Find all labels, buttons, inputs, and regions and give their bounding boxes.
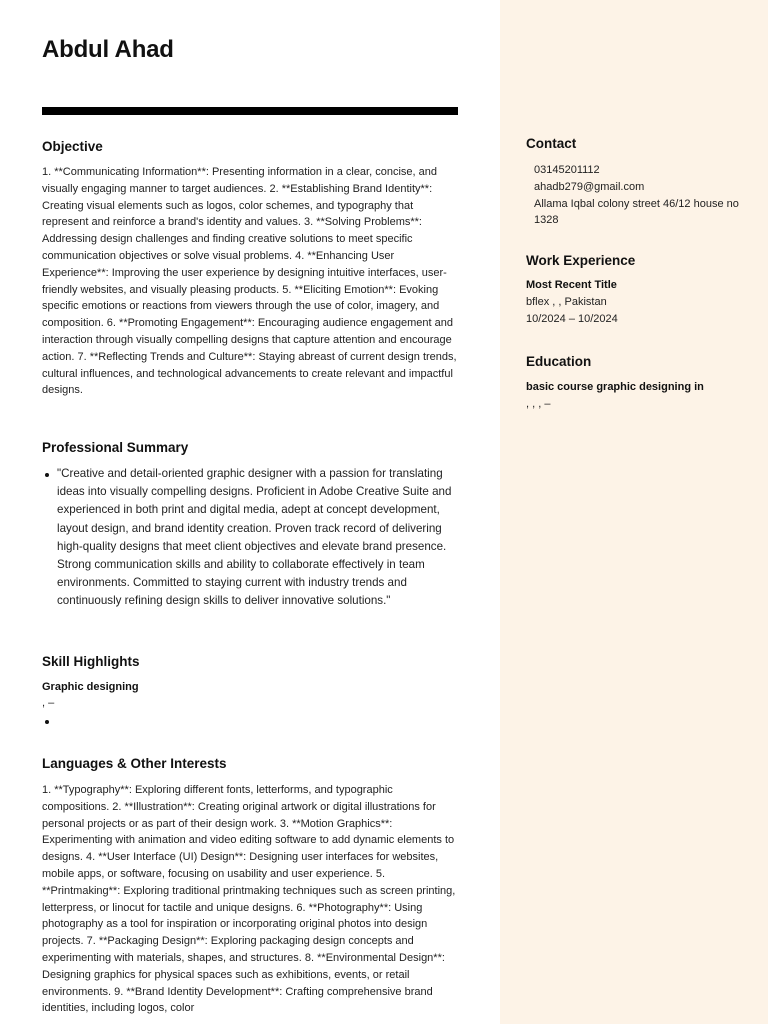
contact-phone: 03145201112 bbox=[534, 164, 600, 176]
professional-summary-heading: Professional Summary bbox=[42, 440, 189, 455]
education-meta: , , , – bbox=[526, 398, 551, 410]
languages-interests-text: 1. **Typography**: Exploring different fonts, letterforms, and typographic compositions. 2. **Illustration**: Creating original artwork or digital illustrations for personal projects or as part of their design work. 3. **Motion Graphics**: Experimenting with animation and video editing software to add dynamic elements to designs. 4. **User Interface (UI) Design**: Designing user interfaces for websites, mobile apps, or software, focusing on usability and user experience. 5. **Printmaking**: Exploring traditional printmaking techniques such as screen printing, letterpress, or linocut for tactile and unique designs. 6. **Photography**: Using photography as a tool for inspiration or incorporating original photos into design projects. 7. **Packaging Design**: Exploring packaging design concepts and experimenting with materials, shapes, and structures. 8. **Environmental Design**: Designing graphics for physical spaces such as exhibitions, events, or retail environments. 9. **Brand Identity Development**: Crafting comprehensive brand identities, including logos, color bbox=[42, 784, 456, 1015]
work-experience-heading: Work Experience bbox=[526, 253, 636, 268]
education-course: basic course graphic designing in bbox=[526, 381, 704, 393]
objective-heading: Objective bbox=[42, 139, 103, 154]
skill-highlights-heading: Skill Highlights bbox=[42, 654, 140, 669]
contact-heading: Contact bbox=[526, 136, 577, 151]
work-role: Most Recent Title bbox=[526, 279, 617, 291]
contact-details bbox=[534, 162, 762, 229]
bullet-icon bbox=[45, 720, 49, 724]
summary-list bbox=[42, 465, 458, 611]
objective-text: 1. **Communicating Information**: Presenting information in a clear, concise, and visually engaging manner to target audiences. 2. **Establishing Brand Identity**: Creating visual elements such as logos, color schemes, and typography that represent and reinforce a brand's identity and values. 3. **Solving Problems**: Addressing design challenges and finding creative solutions to meet specific communication objectives or solve visual problems. 4. **Enhancing User Experience**: Improving the user experience by designing intuitive interfaces, user-friendly websites, and visually pleasing products. 5. **Eliciting Emotion**: Evoking specific emotions or reactions from viewers through the use of color, imagery, and composition. 6. **Promoting Engagement**: Encouraging audience engagement and interaction through visually compelling designs that capture attention and encourage action. 7. **Reflecting Trends and Culture**: Staying abreast of current design trends, cultural influences, and technological advancements to create relevant and impactful designs. bbox=[42, 166, 457, 397]
skill-name: Graphic designing bbox=[42, 681, 139, 693]
resume-name: Abdul Ahad bbox=[42, 36, 174, 63]
contact-email: ahadb279@gmail.com bbox=[534, 180, 645, 193]
skill-meta: , – bbox=[42, 697, 55, 709]
work-dates: 10/2024 – 10/2024 bbox=[526, 313, 618, 325]
summary-item: "Creative and detail-oriented graphic designer with a passion for translating ideas into visually compelling designs. Proficient in Adobe Creative Suite and experienced in both print and digital media, adept at concept development, layout design, and brand identity creation. Proven track record of delivering high-quality designs that meet client objectives and elevate brand presence. Strong communication skills and ability to collaborate effectively in team environments. Committed to staying current with industry trends and continuously refining design skills to deliver innovative solutions." bbox=[42, 465, 458, 611]
languages-interests-heading: Languages & Other Interests bbox=[42, 756, 227, 771]
education-heading: Education bbox=[526, 354, 592, 369]
work-company: bflex , , Pakistan bbox=[526, 296, 607, 308]
header-rule bbox=[42, 107, 458, 115]
sidebar bbox=[500, 0, 768, 1024]
contact-address: Allama Iqbal colony street 46/12 house no 1328 bbox=[534, 197, 739, 227]
